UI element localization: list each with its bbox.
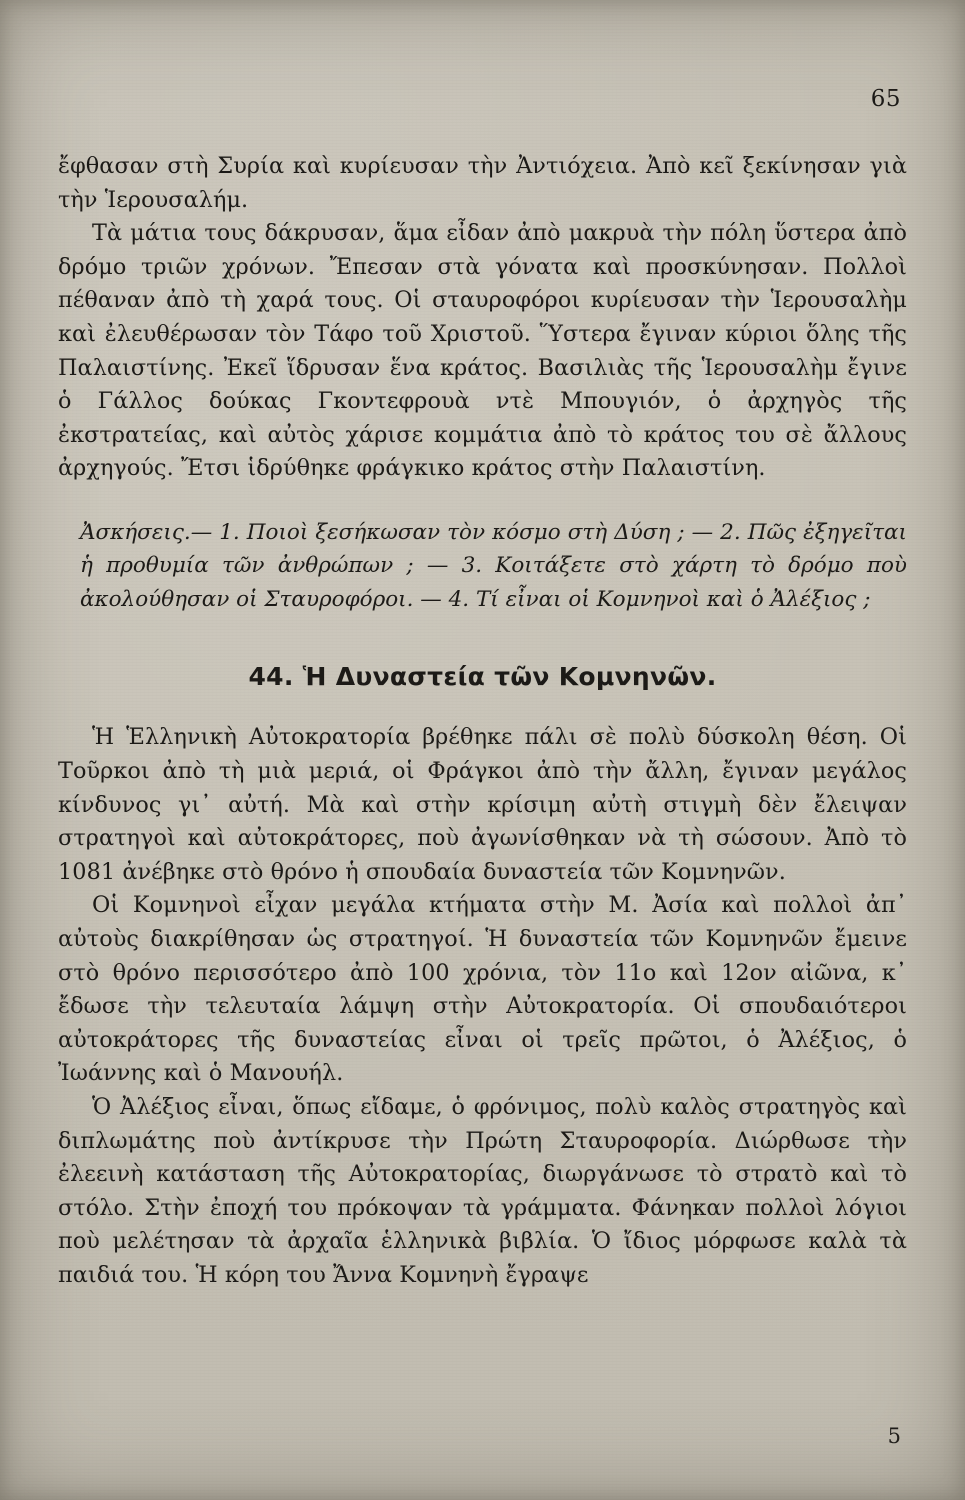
page-content [58,86,907,1293]
paragraph-2: Τὰ μάτια τους δάκρυσαν, ἅμα εἶδαν ἀπὸ μακρυὰ τὴν πόλη ὕστερα ἀπὸ δρόμο τριῶν χρόνων. Ἔπεσαν στὰ γόνατα καὶ προσκύνησαν. Πολλοὶ πέθαναν ἀπὸ τὴ χαρά τους. Οἱ σταυροφόροι κυρίευσαν τὴν Ἱερουσαλὴμ καὶ ἐλευθέρωσαν τὸν Τάφο τοῦ Χριστοῦ. Ὕστερα ἔγιναν κύριοι ὅλης τῆς Παλαιστίνης. Ἐκεῖ ἵδρυσαν ἕνα κράτος. Βασιλιὰς τῆς Ἱερουσαλὴμ ἔγινε ὁ Γάλλος δούκας Γκοντεφρουὰ ντὲ Μπουγιόν, ὁ ἀρχηγὸς τῆς ἐκστρατείας, καὶ αὐτὸς χάρισε κομμάτια ἀπὸ τὸ κράτος του σὲ ἄλλους ἀρχηγούς. Ἔτσι ἱδρύθηκε φράγκικο κράτος στὴν Παλαιστίνη. [58,220,907,482]
page-number-top: 65 [870,86,901,112]
section-paragraphs [58,721,907,1292]
intro-paragraphs [58,150,907,486]
exercises-block [58,516,907,617]
section-title: 44. Ἡ Δυναστεία τῶν Κομνηνῶν. [248,662,717,692]
section-paragraph-1: Ἡ Ἑλληνικὴ Αὐτοκρατορία βρέθηκε πάλι σὲ πολὺ δύσκολη θέση. Οἱ Τοῦρκοι ἀπὸ τὴ μιὰ μεριά, οἱ Φράγκοι ἀπὸ τὴν ἄλλη, ἔγιναν μεγάλος κίνδυνος γι᾿ αὐτή. Μὰ καὶ στὴν κρίσιμη αὐτὴ στιγμὴ δὲν ἔλειψαν στρατηγοὶ καὶ αὐτοκράτορες, ποὺ ἀγωνίσθηκαν νὰ τὴ σώσουν. Ἀπὸ τὸ 1081 ἀνέβηκε στὸ θρόνο ἡ σπουδαία δυναστεία τῶν Κομνηνῶν. [58,724,907,885]
section-paragraph-2: Οἱ Κομνηνοὶ εἶχαν μεγάλα κτήματα στὴν Μ. Ἀσία καὶ πολλοὶ ἀπ᾿ αὐτοὺς διακρίθησαν ὡς στρατηγοί. Ἡ δυναστεία τῶν Κομνηνῶν ἔμεινε στὸ θρόνο περισσότερο ἀπὸ 100 χρόνια, τὸν 11ο καὶ 12ον αἰῶνα, κ᾿ ἔδωσε τὴν τελευταία λάμψη στὴν Αὐτοκρατορία. Οἱ σπουδαιότεροι αὐτοκράτορες τῆς δυναστείας εἶναι οἱ τρεῖς πρῶτοι, ὁ Ἀλέξιος, ὁ Ἰωάννης καὶ ὁ Μανουήλ. [58,892,907,1087]
section-paragraph-3: Ὁ Ἀλέξιος εἶναι, ὅπως εἴδαμε, ὁ φρόνιμος, πολὺ καλὸς στρατηγὸς καὶ διπλωμάτης ποὺ ἀντίκρυσε τὴν Πρώτη Σταυροφορία. Διώρθωσε τὴν ἐλεεινὴ κατάσταση τῆς Αὐτοκρατορίας, διωργάνωσε τὸ στρατὸ καὶ τὸ στόλο. Στὴν ἐποχή του πρόκοψαν τὰ γράμματα. Φάνηκαν πολλοὶ λόγιοι ποὺ μελέτησαν τὰ ἀρχαῖα ἑλληνικὰ βιβλία. Ὁ ἴδιος μόρφωσε καλὰ τὰ παιδιά του. Ἡ κόρη του Ἄννα Κομνηνὴ ἔγραψε [58,1093,907,1288]
paragraph-1: ἔφθασαν στὴ Συρία καὶ κυρίευσαν τὴν Ἀντιόχεια. Ἀπὸ κεῖ ξεκίνησαν γιὰ τὴν Ἱερουσαλήμ. [58,153,907,213]
exercises-label: Ἀσκήσεις. [80,519,191,545]
exercises-body: — 1. Ποιοὶ ξεσήκωσαν τὸν κόσμο στὴ Δύση ; — 2. Πῶς ἐξηγεῖται ἡ προθυμία τῶν ἀνθρώπων ; — 3. Κοιτάξετε στὸ χάρτη τὸ δρόμο ποὺ ἀκολούθησαν οἱ Σταυροφόροι. — 4. Τί εἶναι οἱ Κομνηνοὶ καὶ ὁ Ἀλέξιος ; [80,519,907,612]
page-number-bottom: 5 [887,1424,901,1448]
